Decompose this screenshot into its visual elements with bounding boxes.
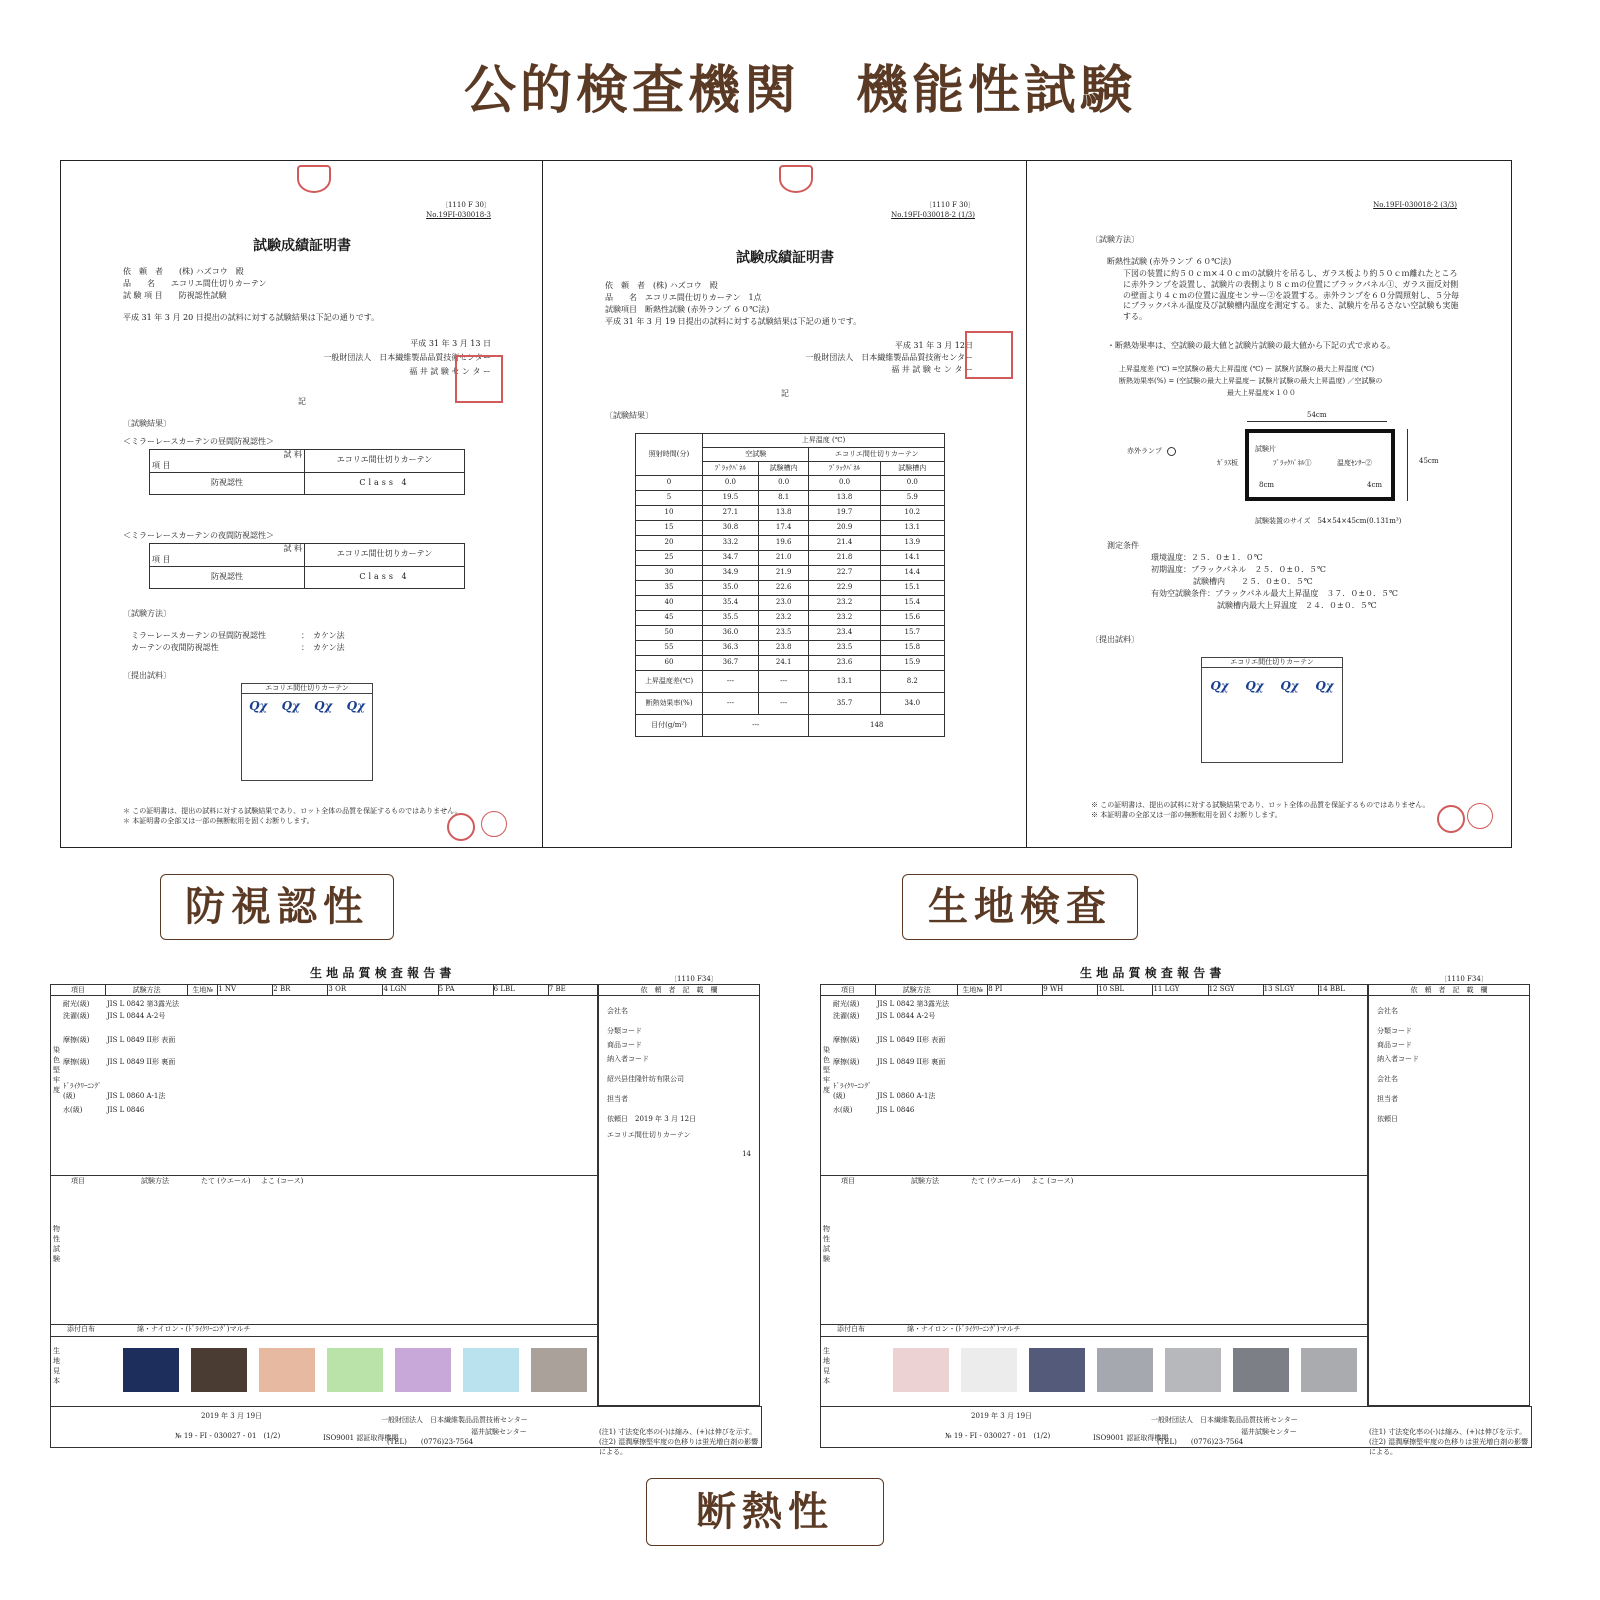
table-corner: 試 料 項 目 — [150, 450, 305, 473]
org-name: 一般財団法人 日本繊維製品品質技術センター — [805, 353, 973, 362]
swatch-7 — [531, 1348, 587, 1392]
dye-row: 水(級) JIS L 0846 — [63, 1106, 145, 1114]
condition-1: 環境温度：２５．０±１．０℃ — [1151, 553, 1263, 562]
product-code-label: 商品コード — [1377, 1041, 1412, 1049]
results-heading: 〔試験結果〕 — [123, 419, 171, 428]
footnote-2: ＊ 本証明書の全部又は一部の無断転用を固くお断りします。 — [123, 817, 314, 825]
nighttime-heading: ＜ミラーレースカーテンの夜間防視認性＞ — [123, 531, 275, 540]
dye-row: 洗濯(級) JIS L 0844 A-2号 — [63, 1012, 166, 1020]
swatch-12 — [1165, 1348, 1221, 1392]
seal-stamp — [297, 165, 331, 193]
request-date: 依頼日 2019 年 3 月 12日 — [607, 1115, 697, 1123]
swatch-9 — [961, 1348, 1017, 1392]
company-label-2: 会社名 — [1377, 1075, 1398, 1083]
certificate-insulation — [542, 160, 1028, 848]
method-row-1: ミラーレースカーテンの昼間防視認性 ： カケン法 — [131, 631, 345, 640]
ki-mark: 記 — [298, 397, 306, 406]
dye-table — [820, 984, 1368, 1176]
mass-row: 目付(g/m²) --- 148 — [636, 715, 945, 737]
item-row: 試験項目 断熱性試験 (赤外ランプ ６０℃法) — [605, 305, 770, 314]
qr-logo-icon: Qχ — [1210, 679, 1229, 694]
lamp-icon — [1167, 447, 1176, 456]
report-branch: 福井試験センター — [471, 1428, 527, 1436]
qr-logo-icon: Qχ — [346, 699, 365, 714]
rise-header: 上昇温度 (℃) — [703, 434, 945, 448]
rise-diff-row: 上昇温度差(℃) --- --- 13.1 8.2 — [636, 671, 945, 693]
diagram-sensor-label: 温度ｾﾝｻｰ② — [1337, 459, 1372, 467]
report-date: 2019 年 3 月 19日 — [971, 1412, 1033, 1420]
division-label: 分類コード — [1377, 1027, 1412, 1035]
submitted-heading: 〔提出試料〕 — [123, 671, 171, 680]
product-row: 品 名 エコリエ間仕切りカーテン 1点 — [605, 293, 762, 302]
sample-label: 生地見本 — [53, 1347, 60, 1385]
product-value: エコリエ間仕切りカーテン — [171, 279, 267, 288]
swatch-3 — [259, 1348, 315, 1392]
requester-value: (株) ハズコウ 殿 — [179, 267, 244, 276]
method-row-2: カーテンの夜間防視認性 ： カケン法 — [131, 643, 345, 652]
phys-table — [820, 1174, 1368, 1325]
qr-logo-icon: Qχ — [249, 699, 268, 714]
dye-label: 染色堅牢度 — [823, 1046, 830, 1094]
swatch-13 — [1233, 1348, 1289, 1392]
report-title: 生 地 品 質 検 査 報 告 書 — [1080, 966, 1222, 980]
diagram-4cm-label: 4cm — [1367, 481, 1383, 489]
time-header: 照射時間(分) — [636, 434, 703, 476]
report-code: 〔1110 F34〕 — [670, 975, 718, 983]
swatch-6 — [463, 1348, 519, 1392]
footnote-2: ※ 本証明書の全部又は一部の無断転用を固くお断りします。 — [1091, 811, 1282, 819]
swatch-8 — [893, 1348, 949, 1392]
report-number: № 19 - FI - 030027 - 01 (1/2) — [945, 1432, 1051, 1440]
issue-date: 平成 31 年 3 月 13 日 — [410, 339, 491, 348]
efficiency-row: 断熱効果率(%) --- --- 35.7 34.0 — [636, 693, 945, 715]
table-row: 25 34.7 21.0 21.8 14.1 — [636, 551, 945, 566]
delivery-code-label: 納入者コード — [1377, 1055, 1419, 1063]
doc-number: No.19FI-030018-2 (1/3) — [891, 211, 975, 219]
swatch-label: エコリエ間仕切りカーテン — [1202, 658, 1342, 668]
diagram-8cm-label: 8cm — [1259, 481, 1275, 489]
label-insulation: 断熱性 — [646, 1478, 884, 1546]
seal-stamp — [1437, 805, 1465, 833]
doc-code: 〔1110 F 30〕 — [440, 201, 491, 209]
row-value: Class 4 — [305, 472, 465, 494]
diagram-bp-label: ﾌﾞﾗｯｸﾊﾟﾈﾙ① — [1273, 459, 1312, 467]
label-visibility: 防視認性 — [160, 874, 394, 940]
swatch-5 — [395, 1348, 451, 1392]
issue-date: 平成 31 年 3 月 12日 — [894, 341, 973, 350]
table-row: 35 35.0 22.6 22.9 15.1 — [636, 581, 945, 596]
fabric-report-a — [50, 964, 760, 1454]
diagram-height-label: 45cm — [1419, 457, 1439, 465]
results-heading: 〔試験結果〕 — [605, 411, 653, 420]
formula-1: 上昇温度差 (℃) =空試験の最大上昇温度 (℃) ー 試験片試験の最大上昇温度 (℃) — [1119, 365, 1375, 373]
requester-key: 依 頼 者 — [123, 267, 163, 276]
logo-row — [242, 698, 372, 714]
requester-box-title: 依 頼 者 記 載 欄 — [1369, 985, 1529, 996]
dye-table — [50, 984, 598, 1176]
division-label: 分類コード — [607, 1027, 642, 1035]
diagram-lamp-label: 赤外ランプ — [1127, 447, 1162, 455]
delivery-code-label: 納入者コード — [607, 1055, 649, 1063]
swatch-14 — [1301, 1348, 1357, 1392]
official-seal-stamp — [965, 331, 1013, 379]
conditions-heading: 測定条件 — [1107, 541, 1139, 550]
in-charge-label: 担当者 — [1377, 1095, 1398, 1103]
report-iso: ISO9001 認証取得機関 — [1093, 1434, 1169, 1442]
sample-name: エコリエ間仕切りカーテン — [305, 450, 465, 473]
footer-row — [50, 1406, 762, 1456]
dye-row: 摩擦(級) JIS L 0849 II形 裏面 — [833, 1058, 946, 1066]
table-row: 30 34.9 21.9 22.7 14.4 — [636, 566, 945, 581]
phys-label: 物性試験 — [53, 1225, 60, 1263]
phys-header: 項目 試験方法 たて (ウエール) よこ (コース) — [71, 1177, 304, 1185]
dye-row: 摩擦(級) JIS L 0849 II形 表面 — [63, 1036, 176, 1044]
in-charge-label: 担当者 — [607, 1095, 628, 1103]
dye-row: 洗濯(級) JIS L 0844 A-2号 — [833, 1012, 936, 1020]
method-title: 断熱性試験 (赤外ランプ ６０℃法) — [1107, 257, 1232, 266]
doc-title: 試験成績証明書 — [253, 238, 351, 254]
table-corner: 試 料 項 目 — [150, 544, 305, 567]
company-label: 会社名 — [1377, 1007, 1398, 1015]
dye-row: 耐光(級) JIS L 0842 第3露光法 — [833, 1000, 949, 1008]
dye-header-row: 項目 試験方法 生地№ 1 NV 2 BR 3 OR 4 LGN 5 PA 6 LBL 7 BE — [51, 985, 597, 996]
phys-table — [50, 1174, 598, 1325]
sample-name: エコリエ間仕切りカーテン — [305, 544, 465, 567]
diagram-piece-label: 試験片 — [1255, 445, 1276, 453]
method-heading: 〔試験方法〕 — [123, 609, 171, 618]
condition-2: 初期温度：ブラックパネル ２５．０±０．５℃ — [1151, 565, 1327, 574]
dye-row: 水(級) JIS L 0846 — [833, 1106, 915, 1114]
dye-row: 摩擦(級) JIS L 0849 II形 裏面 — [63, 1058, 176, 1066]
seal-stamp — [447, 813, 475, 841]
table-row: 15 30.8 17.4 20.9 13.1 — [636, 521, 945, 536]
table-row: 20 33.2 19.6 21.4 13.9 — [636, 536, 945, 551]
dye-row: 摩擦(級) JIS L 0849 II形 表面 — [833, 1036, 946, 1044]
requester-panel — [1368, 984, 1530, 1406]
dye-header-row: 項目 試験方法 生地№ 8 PI 9 WH 10 SBL 11 LGY 12 SGY 13 SLGY 14 BBL — [821, 985, 1367, 996]
requester-row: 依 頼 者 (株) ハズコウ 殿 — [605, 281, 718, 290]
branch-name: 福 井 試 験 セ ン タ ー — [891, 365, 973, 374]
formula-3: 最大上昇温度×１００ — [1227, 389, 1296, 397]
ki-mark: 記 — [781, 389, 789, 398]
submitted-heading: 〔提出試料〕 — [1091, 635, 1139, 644]
inside-header: 試験槽内 — [758, 462, 809, 476]
phys-label: 物性試験 — [823, 1225, 830, 1263]
intro-text: 平成 31 年 3 月 19 日提出の試料に対する試験結果は下記の通りです。 — [605, 317, 862, 326]
item-value: 防視認性試験 — [178, 291, 227, 300]
company-value: 紹兴县佳隆针纺有限公司 — [607, 1075, 684, 1083]
report-tel: (TEL) (0776)23-7564 — [1157, 1438, 1244, 1446]
daytime-table — [149, 449, 465, 495]
product-name: エコリエ間仕切りカーテン — [607, 1131, 691, 1139]
report-tel: (TEL) (0776)23-7564 — [387, 1438, 474, 1446]
report-date: 2019 年 3 月 19日 — [201, 1412, 263, 1420]
seal-stamp — [481, 811, 507, 837]
qr-logo-icon: Qχ — [1280, 679, 1299, 694]
report-title: 生 地 品 質 検 査 報 告 書 — [310, 966, 452, 980]
report-note-1: (注1) 寸法変化率の(-)は縮み、(+)は伸びを示す。 — [1369, 1428, 1527, 1436]
branch-name: 福 井 試 験 セ ン タ ー — [409, 367, 491, 376]
daytime-heading: ＜ミラーレースカーテンの昼間防視認性＞ — [123, 437, 275, 446]
dye-row: ﾄﾞﾗｲｸﾘｰﾆﾝｸﾞ(級) JIS L 0860 A-1法 — [63, 1082, 166, 1100]
label-fabric-inspection: 生地検査 — [902, 874, 1138, 940]
request-date-label: 依頼日 — [1377, 1115, 1398, 1123]
row-label: 防視認性 — [150, 472, 305, 494]
method-heading: 〔試験方法〕 — [1091, 235, 1139, 244]
doc-code: 〔1110 F 30〕 — [924, 201, 975, 209]
curtain-header: エコリエ間仕切りカーテン — [809, 448, 945, 462]
swatch-10 — [1029, 1348, 1085, 1392]
org-name: 一般財団法人 日本繊維製品品質技術センター — [323, 353, 491, 362]
insulation-table — [635, 433, 945, 737]
condition-4: 有効空試験条件：ブラックパネル最大上昇温度 ３７．０±０．５℃ — [1151, 589, 1399, 598]
report-iso: ISO9001 認証取得機関 — [323, 1434, 399, 1442]
official-seal-stamp — [455, 355, 503, 403]
requester-box-title: 依 頼 者 記 載 欄 — [599, 985, 759, 996]
condition-3: 試験槽内 ２５．０±０．５℃ — [1193, 577, 1313, 586]
report-note-1: (注1) 寸法変化率の(-)は縮み、(+)は伸びを示す。 — [599, 1428, 757, 1436]
doc-number: No.19FI-030018-3 — [426, 211, 491, 219]
intro-text: 平成 31 年 3 月 20 日提出の試料に対する試験結果は下記の通りです。 — [123, 313, 380, 322]
diagram-glass-label: ｶﾞﾗｽ板 — [1217, 459, 1238, 467]
doc-number: No.19FI-030018-2 (3/3) — [1373, 201, 1457, 209]
report-org: 一般財団法人 日本繊維製品品質技術センター — [381, 1416, 528, 1424]
page-title: 公的検査機関 機能性試験 — [463, 61, 1136, 121]
table-row: 0 0.0 0.0 0.0 0.0 — [636, 476, 945, 491]
qr-logo-icon: Qχ — [1245, 679, 1264, 694]
row-label: 防視認性 — [150, 566, 305, 588]
swatch-4 — [327, 1348, 383, 1392]
dye-label: 染色堅牢度 — [53, 1046, 60, 1094]
sample-label: 生地見本 — [823, 1347, 830, 1385]
formula-2: 断熱効果率(%) = (空試験の最大上昇温度ー 試験片試験の最大上昇温度) ／空試験の — [1119, 377, 1383, 385]
dye-row: 耐光(級) JIS L 0842 第3露光法 — [63, 1000, 179, 1008]
report-code: 〔1110 F34〕 — [1440, 975, 1488, 983]
table-row: 45 35.5 23.2 23.2 15.6 — [636, 611, 945, 626]
sample-row — [820, 1336, 1368, 1407]
qr-logo-icon: Qχ — [1315, 679, 1334, 694]
sample-row — [50, 1336, 598, 1407]
color-count: 14 — [742, 1150, 751, 1158]
sample-swatch — [1201, 657, 1343, 763]
empty-test-header: 空試験 — [703, 448, 809, 462]
doc-title: 試験成績証明書 — [736, 250, 834, 266]
table-row: 50 36.0 23.5 23.4 15.7 — [636, 626, 945, 641]
swatch-1 — [123, 1348, 179, 1392]
table-row: 55 36.3 23.8 23.5 15.8 — [636, 641, 945, 656]
diagram-height-arrow — [1407, 429, 1408, 501]
method-body: 下図の装置に約５０ｃｍ×４０ｃｍの試験片を吊るし、ガラス板より約５０ｃｍ離れたところに赤外ランプを設置し、試験片の表側より８ｃｍの位置にブラックパネル①、ガラス面反対側の壁面より４ｃｍの位置に温度センサー②を設置する。赤外ランプを６０分間照射し、５分毎にブラックパネル温度及び試験槽内温度を測定する。また、試験片を吊るさない空試験も実施する。 — [1123, 269, 1459, 322]
diagram-width-label: 54cm — [1307, 411, 1327, 419]
report-number: № 19 - FI - 030027 - 01 (1/2) — [175, 1432, 281, 1440]
report-note-2: (注2) 湿潤摩擦堅牢度の色移りは蛍光増白剤の影響による。 — [1369, 1438, 1529, 1456]
attach-row: 添付白布 綿・ナイロン・(ﾄﾞﾗｲｸﾘｰﾆﾝｸﾞ)マルチ — [50, 1324, 598, 1337]
company-label: 会社名 — [607, 1007, 628, 1015]
table-row: 5 19.5 8.1 13.8 5.9 — [636, 491, 945, 506]
requester-row — [123, 267, 244, 278]
dye-row: ﾄﾞﾗｲｸﾘｰﾆﾝｸﾞ(級) JIS L 0860 A-1法 — [833, 1082, 936, 1100]
attach-row: 添付白布 綿・ナイロン・(ﾄﾞﾗｲｸﾘｰﾆﾝｸﾞ)マルチ — [820, 1324, 1368, 1337]
report-org: 一般財団法人 日本繊維製品品質技術センター — [1151, 1416, 1298, 1424]
condition-5: 試験槽内最大上昇温度 ２４．０±０．５℃ — [1217, 601, 1377, 610]
logo-row — [1202, 678, 1342, 694]
table-row: 40 35.4 23.0 23.2 15.4 — [636, 596, 945, 611]
report-branch: 福井試験センター — [1241, 1428, 1297, 1436]
bp-header: ﾌﾞﾗｯｸﾊﾟﾈﾙ — [703, 462, 759, 476]
table-row: 60 36.7 24.1 23.6 15.9 — [636, 656, 945, 671]
bp-header: ﾌﾞﾗｯｸﾊﾟﾈﾙ — [809, 462, 880, 476]
item-row — [123, 291, 227, 302]
product-key: 品 名 — [123, 279, 155, 288]
swatch-label: エコリエ間仕切りカーテン — [242, 684, 372, 694]
efficiency-title: ・断熱効果率は、空試験の最大値と試験片試験の最大値から下記の式で求める。 — [1107, 341, 1395, 350]
diagram-width-arrow — [1247, 421, 1387, 422]
fabric-report-b — [820, 964, 1530, 1454]
table-row: 10 27.1 13.8 19.7 10.2 — [636, 506, 945, 521]
certificate-visibility — [60, 160, 544, 848]
footer-row — [820, 1406, 1532, 1456]
product-row — [123, 279, 266, 290]
qr-logo-icon: Qχ — [314, 699, 333, 714]
swatch-11 — [1097, 1348, 1153, 1392]
insulation-method-page — [1026, 160, 1512, 848]
item-key: 試 験 項 目 — [123, 291, 163, 300]
requester-panel — [598, 984, 760, 1406]
seal-stamp — [779, 165, 813, 193]
seal-stamp — [1467, 803, 1493, 829]
nighttime-table — [149, 543, 465, 589]
row-value: Class 4 — [305, 566, 465, 588]
footnote-1: ※ この証明書は、提出の試料に対する試験結果であり、ロット全体の品質を保証するものではありません。 — [1091, 801, 1430, 809]
report-note-2: (注2) 湿潤摩擦堅牢度の色移りは蛍光増白剤の影響による。 — [599, 1438, 759, 1456]
phys-header: 項目 試験方法 たて (ウエール) よこ (コース) — [841, 1177, 1074, 1185]
product-code-label: 商品コード — [607, 1041, 642, 1049]
footnote-1: ＊ この証明書は、提出の試料に対する試験結果であり、ロット全体の品質を保証するものではありません。 — [123, 807, 462, 815]
inside-header: 試験槽内 — [880, 462, 944, 476]
swatch-2 — [191, 1348, 247, 1392]
sample-swatch — [241, 683, 373, 781]
qr-logo-icon: Qχ — [281, 699, 300, 714]
apparatus-size: 試験装置のサイズ 54×54×45cm(0.131m³) — [1255, 517, 1402, 525]
